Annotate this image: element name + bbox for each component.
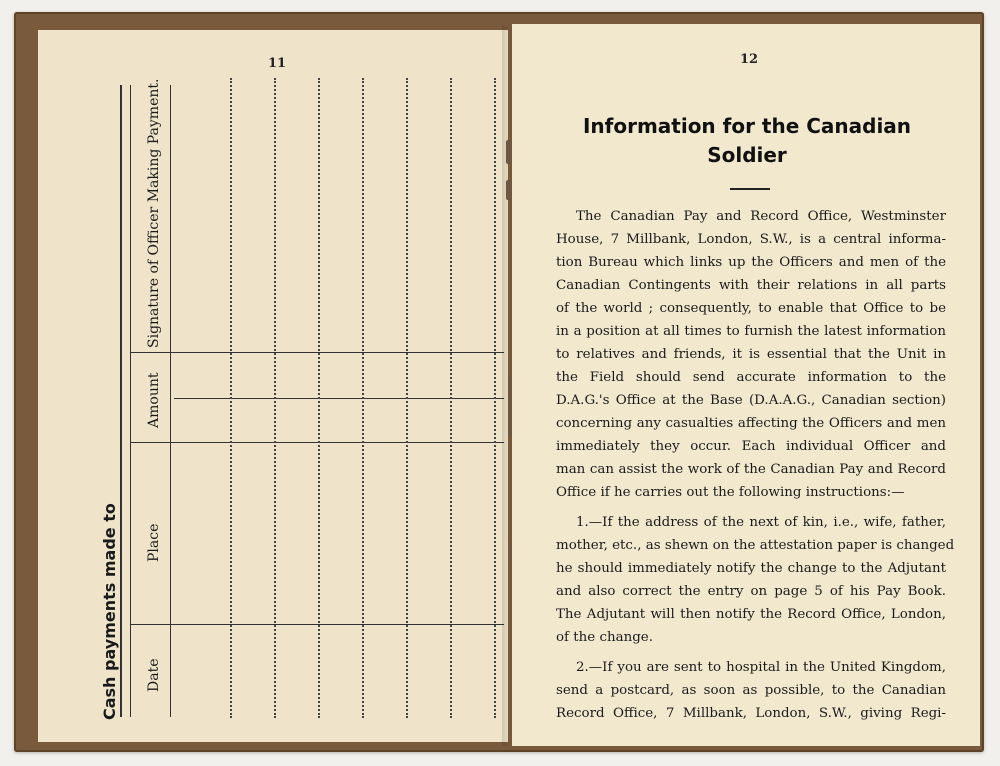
page-number: 12 bbox=[740, 52, 759, 67]
body-line: 1.—If the address of the next of kin, i.e., wife, father, bbox=[576, 515, 946, 530]
body-line: 2.—If you are sent to hospital in the United Kingdom, bbox=[576, 660, 946, 675]
body-line: and also correct the entry on page 5 of his Pay Book. bbox=[556, 584, 946, 599]
amount-split-line bbox=[174, 398, 504, 399]
page-title-line-1: Information for the Canadian bbox=[582, 114, 912, 138]
dotted-entry-line bbox=[230, 78, 232, 718]
body-line: concerning any casualties affecting the Officers and men bbox=[556, 416, 946, 431]
body-line: man can assist the work of the Canadian Pay and Record bbox=[556, 462, 946, 477]
body-line: Canadian Contingents with their relations in all parts bbox=[556, 278, 946, 293]
body-line: House, 7 Millbank, London, S.W., is a central informa- bbox=[556, 232, 946, 247]
right-page bbox=[512, 24, 980, 746]
column-header-signature: Signature of Officer Making Payment. bbox=[146, 78, 162, 348]
body-line: Office if he carries out the following instructions:— bbox=[556, 485, 905, 500]
body-line: send a postcard, as soon as possible, to the Canadian bbox=[556, 683, 946, 698]
body-line: the Field should send accurate information to the bbox=[556, 370, 946, 385]
body-line: he should immediately notify the change to the Adjutant bbox=[556, 561, 946, 576]
left-page bbox=[38, 30, 508, 742]
column-header-place: Place bbox=[146, 523, 162, 562]
table-border-left bbox=[120, 85, 122, 717]
title-rule bbox=[730, 188, 770, 190]
dotted-entry-line bbox=[362, 78, 364, 718]
dotted-entry-line bbox=[450, 78, 452, 718]
body-line: The Adjutant will then notify the Record Office, London, bbox=[556, 607, 946, 622]
body-line: Record Office, 7 Millbank, London, S.W., giving Regi- bbox=[556, 706, 946, 721]
dotted-entry-line bbox=[494, 78, 496, 718]
row-divider-amount bbox=[130, 442, 504, 443]
body-line: in a position at all times to furnish the latest information bbox=[556, 324, 946, 339]
dotted-entry-line bbox=[318, 78, 320, 718]
body-line: mother, etc., as shewn on the attestation paper is changed bbox=[556, 538, 955, 553]
column-header-date: Date bbox=[146, 658, 162, 692]
table-header-rule-2 bbox=[170, 85, 171, 717]
page-number: 11 bbox=[268, 56, 287, 71]
binding-stitch bbox=[506, 180, 511, 200]
row-divider-place bbox=[130, 624, 504, 625]
row-divider-signature bbox=[130, 352, 504, 353]
dotted-entry-line bbox=[274, 78, 276, 718]
body-line: D.A.G.'s Office at the Base (D.A.A.G., Canadian section) bbox=[556, 393, 946, 408]
page-title-line-2: Soldier bbox=[707, 143, 787, 167]
body-line: of the world ; consequently, to enable that Office to be bbox=[556, 301, 946, 316]
column-header-amount: Amount bbox=[146, 372, 162, 428]
body-line: The Canadian Pay and Record Office, Westminster bbox=[576, 209, 946, 224]
body-line: tion Bureau which links up the Officers and men of the bbox=[556, 255, 946, 270]
dotted-entry-line bbox=[406, 78, 408, 718]
binding-stitch bbox=[506, 140, 511, 164]
body-line: immediately they occur. Each individual Officer and bbox=[556, 439, 946, 454]
table-header-rule bbox=[130, 85, 131, 717]
body-line: to relatives and friends, it is essential that the Unit in bbox=[556, 347, 946, 362]
body-line: of the change. bbox=[556, 630, 653, 645]
section-title: Cash payments made to bbox=[100, 503, 119, 720]
